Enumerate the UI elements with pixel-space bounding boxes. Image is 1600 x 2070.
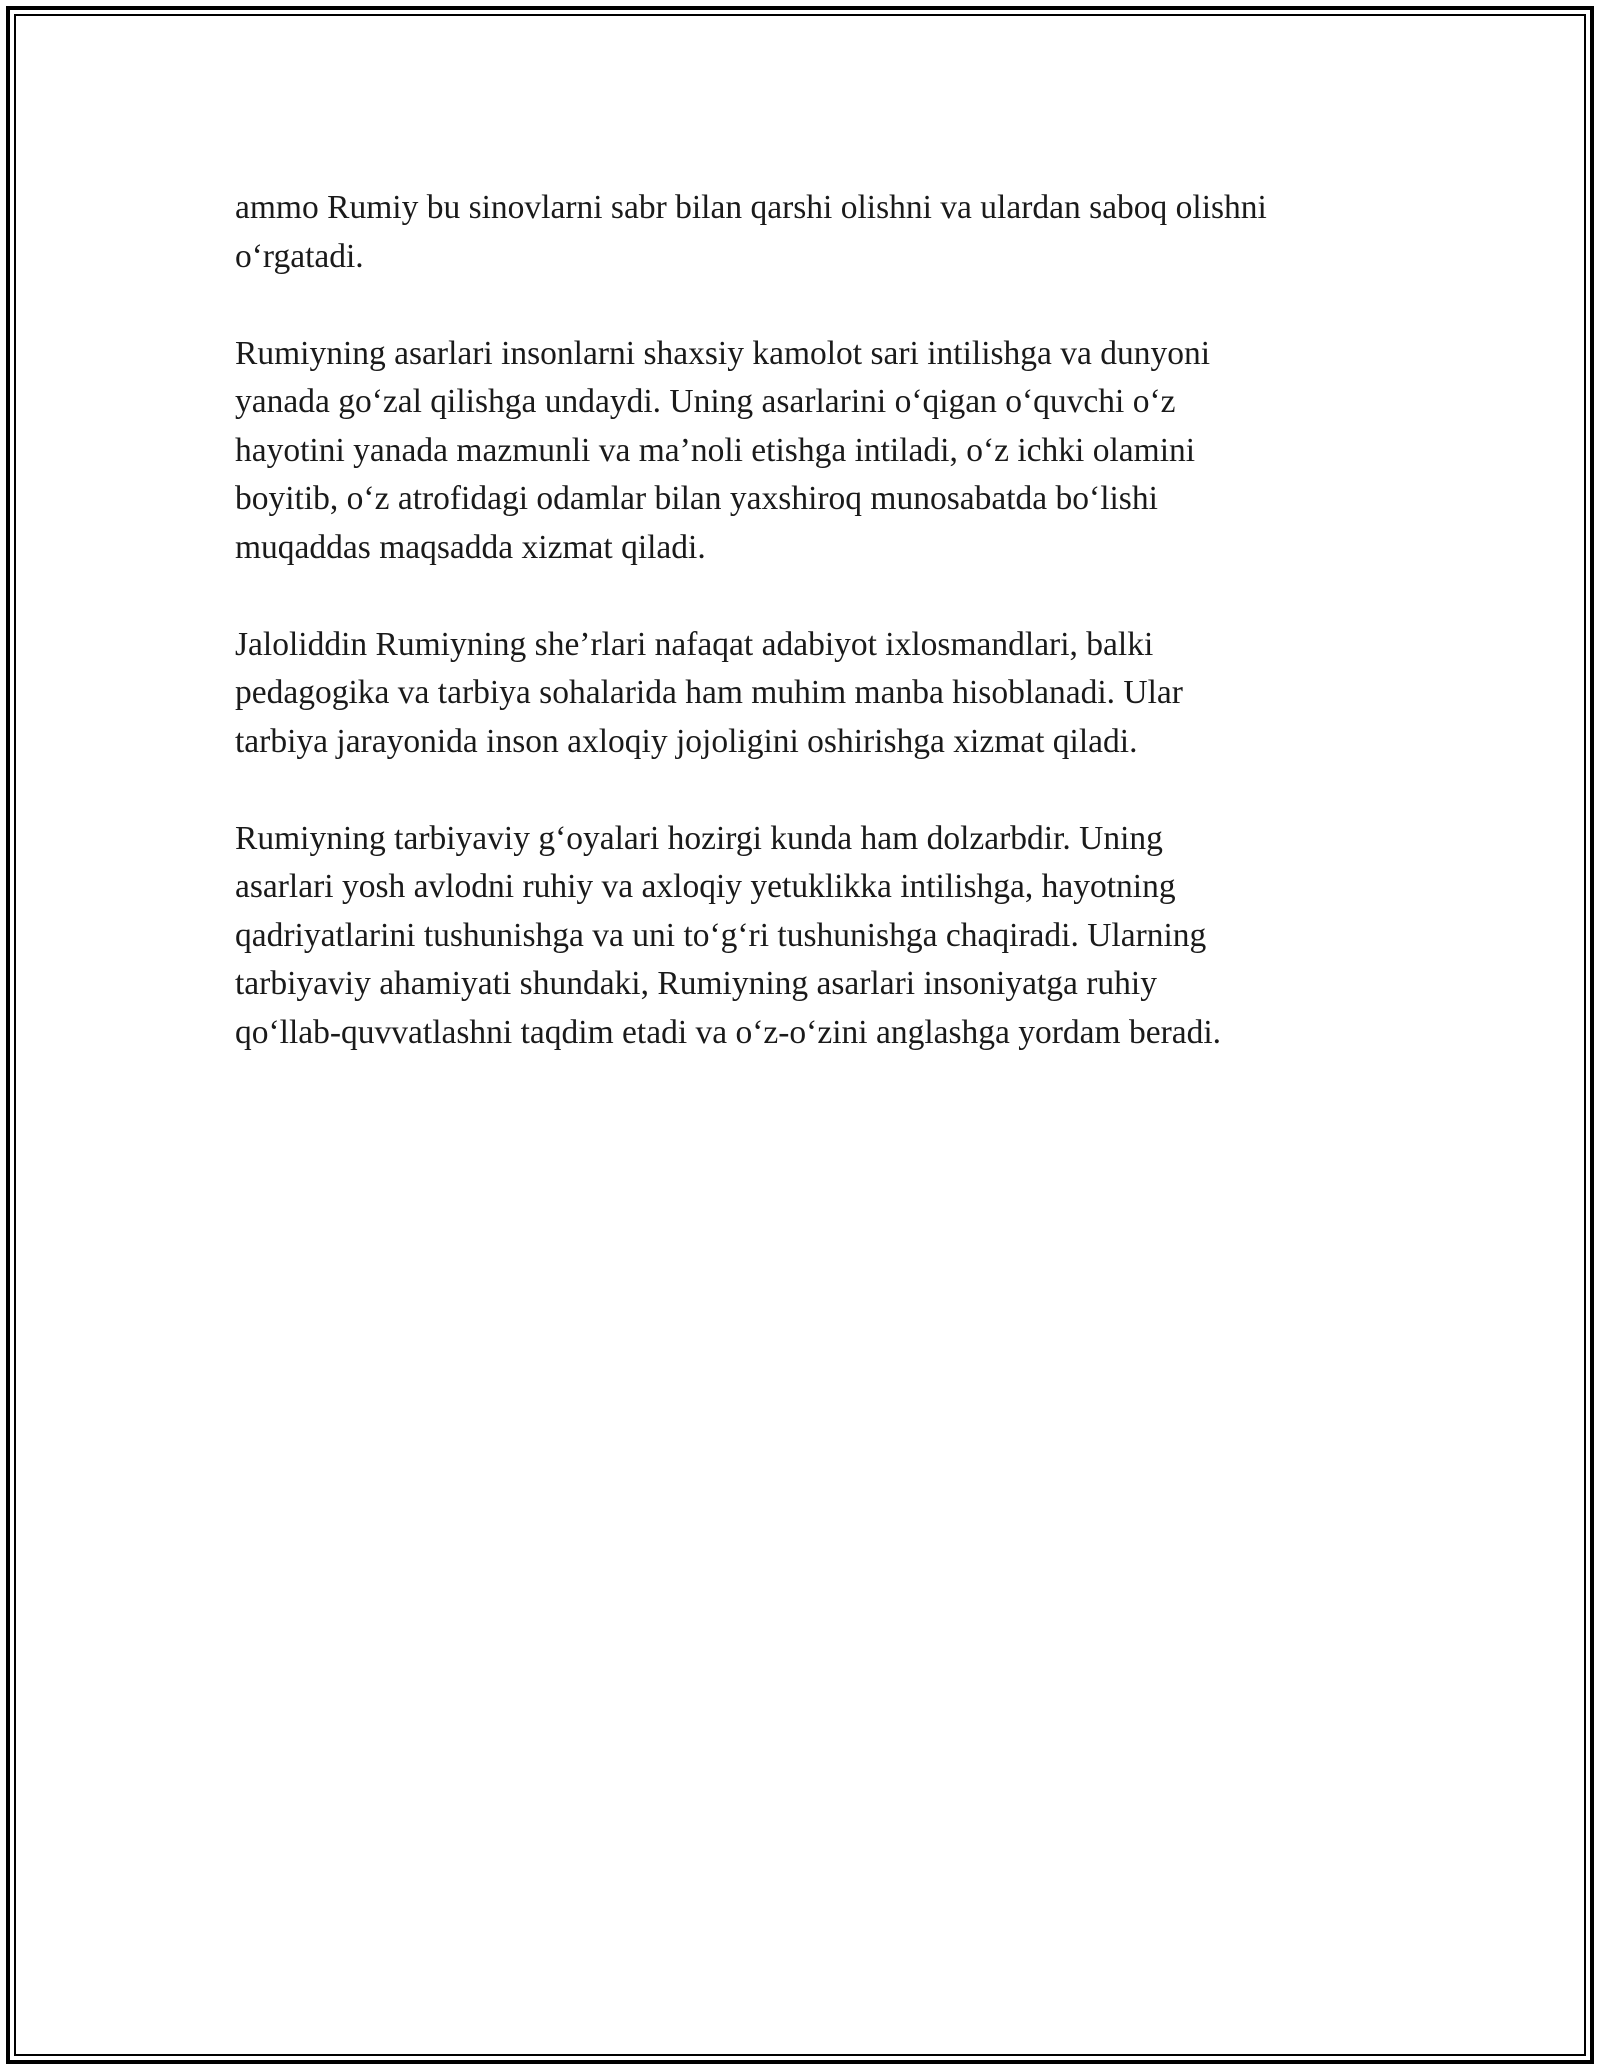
text-line: tarbiya jarayonida inson axloqiy jojoligini oshirishga xizmat qiladi. (235, 722, 1138, 760)
text-line: Jaloliddin Rumiyning she’rlari nafaqat adabiyot ixlosmandlari, balki (235, 625, 1154, 663)
text-line: o‘rgatadi. (235, 237, 364, 275)
text-line: qo‘llab-quvvatlashni taqdim etadi va o‘z-o‘zini anglashga yordam beradi. (235, 1013, 1222, 1051)
text-line: tarbiyaviy ahamiyati shundaki, Rumiyning asarlari insoniyatga ruhiy (235, 965, 1157, 1002)
text-line: muqaddas maqsadda xizmat qiladi. (235, 528, 706, 566)
text-line: Rumiyning asarlari insonlarni shaxsiy kamolot sari intilishga va dunyoni (235, 334, 1211, 372)
text-line: asarlari yosh avlodni ruhiy va axloqiy yetuklikka intilishga, hayotning (235, 868, 1176, 905)
text-line: boyitib, o‘z atrofidagi odamlar bilan yaxshiroq munosabatda bo‘lishi (235, 480, 1158, 517)
text-line: Rumiyning tarbiyaviy g‘oyalari hozirgi kunda ham dolzarbdir. Uning (235, 819, 1163, 857)
paragraph-3 (235, 621, 1385, 767)
text-line: yanada go‘zal qilishga undaydi. Uning asarlarini o‘qigan o‘quvchi o‘z (235, 383, 1176, 420)
paragraph-2 (235, 330, 1385, 573)
document-body (235, 184, 1385, 1106)
paragraph-4 (235, 815, 1385, 1058)
text-line: ammo Rumiy bu sinovlarni sabr bilan qarshi olishni va ulardan saboq olishni (235, 189, 1267, 226)
paragraph-1 (235, 184, 1385, 281)
text-line: qadriyatlarini tushunishga va uni to‘g‘ri tushunishga chaqiradi. Ularning (235, 916, 1207, 954)
text-line: pedagogika va tarbiya sohalarida ham muhim manba hisoblanadi. Ular (235, 674, 1183, 711)
text-line: hayotini yanada mazmunli va ma’noli etishga intiladi, o‘z ichki olamini (235, 431, 1196, 469)
